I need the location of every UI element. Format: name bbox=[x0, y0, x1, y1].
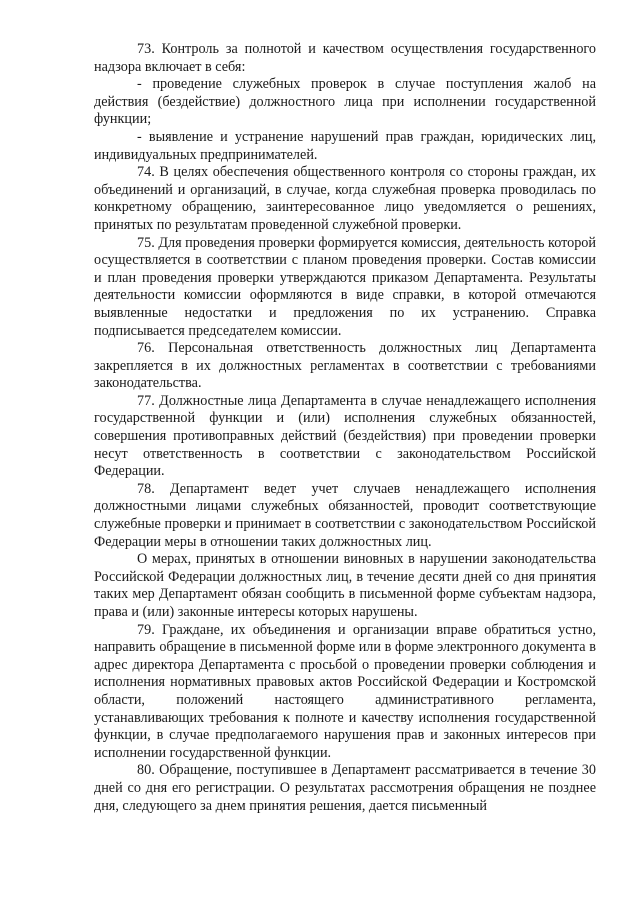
paragraph-78: 78. Департамент ведет учет случаев ненадлежащего исполнения должностными лицами служебных обязанностей, проводит соответствующие служебные проверки и принимает в соответствии с законодательством Российской Федерации меры в отношении таких должностных лиц. bbox=[94, 480, 596, 550]
paragraph-73: 73. Контроль за полнотой и качеством осуществления государственного надзора включает в себя: bbox=[94, 41, 596, 75]
paragraph-73-item-2: - выявление и устранение нарушений прав граждан, юридических лиц, индивидуальных предпринимателей. bbox=[94, 128, 596, 163]
paragraph-75: 75. Для проведения проверки формируется комиссия, деятельность которой осуществляется в соответствии с планом проведения проверки. Состав комиссии и план проведения проверки утверждаются приказом Департамента. Результаты деятельности комиссии оформляются в виде справки, в которой отмечаются выявленные недостатки и предложения по их устранению. Справка подписывается председателем комиссии. bbox=[94, 234, 596, 339]
paragraph-74: 74. В целях обеспечения общественного контроля со стороны граждан, их объединений и организаций, в случае, когда служебная проверка проводилась по конкретному обращению, заинтересованное лицо уведомляется о решениях, принятых по результатам проведенной служебной проверки. bbox=[94, 164, 596, 233]
document-page bbox=[94, 41, 596, 815]
paragraph-73-item-1: - проведение служебных проверок в случае поступления жалоб на действия (бездействие) должностного лица при исполнении государственной функции; bbox=[94, 76, 596, 128]
paragraph-80: 80. Обращение, поступившее в Департамент рассматривается в течение 30 дней со дня его регистрации. О результатах рассмотрения обращения не позднее дня, следующего за днем принятия решения, дается письменный bbox=[94, 762, 596, 814]
paragraph-76: 76. Персональная ответственность должностных лиц Департамента закрепляется в их должностных регламентах в соответствии с требованиями законодательства. bbox=[94, 340, 596, 392]
paragraph-79: 79. Граждане, их объединения и организации вправе обратиться устно, направить обращение в письменной форме или в форме электронного документа в адрес директора Департамента с просьбой о проведении проверки соблюдения и исполнения нормативных правовых актов Российской Федерации и Костромской области, положений настоящего административного регламента, устанавливающих требования к полноте и качеству исполнения государственной функции, в случае предполагаемого нарушения прав и законных интересов при исполнении государственной функции. bbox=[94, 621, 596, 761]
paragraph-78-measures: О мерах, принятых в отношении виновных в нарушении законодательства Российской Федерации должностных лиц, в течение десяти дней со дня принятия таких мер Департамент обязан сообщить в письменной форме субъектам надзора, права и (или) законные интересы которых нарушены. bbox=[94, 551, 596, 620]
paragraph-77: 77. Должностные лица Департамента в случае ненадлежащего исполнения государственной функции и (или) исполнения служебных обязанностей, совершения противоправных действий (бездействия) при проведении проверки несут ответственность в соответствии с законодательством Российской Федерации. bbox=[94, 392, 596, 480]
